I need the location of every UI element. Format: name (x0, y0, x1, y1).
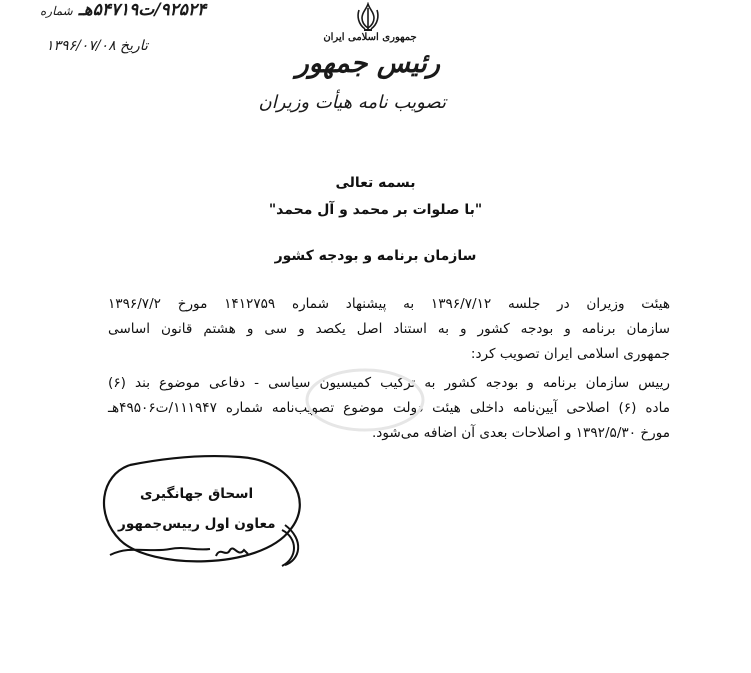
decree-date-value: ۱۳۹۶/۰۷/۰۸ (46, 38, 116, 54)
decree-number-value: ۹۲۵۲۴/ت۵۴۷۱۹هـ (78, 0, 207, 20)
recipient-title: سازمان برنامه و بودجه کشور (274, 248, 477, 264)
decree-number-label: شماره (40, 4, 73, 18)
letterhead-country: جمهوری اسلامی ایران (323, 32, 417, 43)
body-paragraph-2-line-3: مورخ ۱۳۹۲/۵/۳۰ و اصلاحات بعدی آن اضافه می‌شود. (371, 425, 670, 441)
body-paragraph-2-line-2: ماده (۶) اصلاحی آیین‌نامه داخلی هیئت دولت موضوع تصویب‌نامه شماره ۱۱۱۹۴۷/ت۴۹۵۰۶هـ (108, 400, 670, 416)
body-paragraph-1-line-3: جمهوری اسلامی ایران تصویب کرد: (470, 346, 670, 362)
decree-date-label: تاریخ (120, 38, 148, 54)
decree-number (40, 0, 206, 20)
body-paragraph-1-line-2: سازمان برنامه و بودجه کشور و به استناد اصل یکصد و سی و هشتم قانون اساسی (108, 321, 670, 337)
decree-date (46, 38, 148, 54)
body-paragraph-1 (108, 292, 670, 367)
faint-stamp-watermark (300, 360, 430, 440)
iran-emblem-icon (353, 2, 383, 32)
signature-tail-icon (276, 528, 302, 568)
letterhead-office: رئیس جمهور (295, 48, 440, 79)
invocation-line-1: بسمه تعالی (335, 175, 416, 191)
body-paragraph-1-line-1: هیئت وزیران در جلسه ۱۳۹۶/۷/۱۲ به پیشنهاد شماره ۱۴۱۲۷۵۹ مورخ ۱۳۹۶/۷/۲ (108, 296, 670, 312)
body-paragraph-2-line-1: رییس سازمان برنامه و بودجه کشور به ترکیب کمیسیون سیاسی - دفاعی موضوع بند (۶) (108, 375, 670, 391)
signatory-name: اسحاق جهانگیری (140, 486, 254, 502)
letterhead-subject: تصویب نامه هیأت وزیران (258, 92, 446, 113)
handwritten-initials-icon (212, 540, 252, 564)
invocation-line-2: "با صلوات بر محمد و آل محمد" (268, 202, 483, 218)
signatory-title: معاون اول رییس‌جمهور (118, 516, 276, 532)
